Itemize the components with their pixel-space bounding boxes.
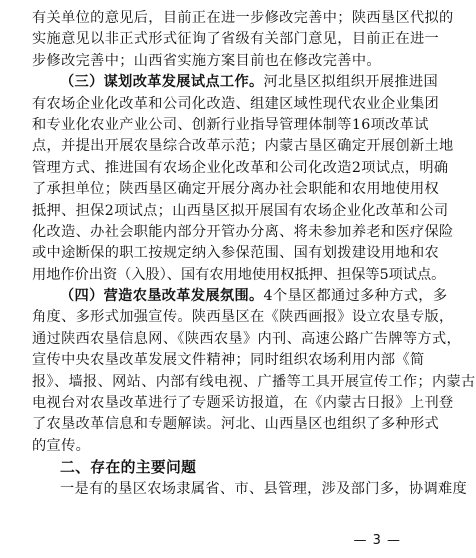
text-line: 实施意见以非正式形式征询了省级有关部门意见，目前正在进一: [32, 31, 440, 48]
paragraph-lead-line: [32, 286, 448, 307]
text-line: 和专业化农业产业公司、创新行业指导管理体制等16项改革试: [32, 116, 429, 133]
text-line: 报》、墙报、网站、内部有线电视、广播等工具开展宣传工作；内蒙古: [32, 373, 476, 390]
text-line: 角度、多形式加强宣传。陕西垦区在《陕西画报》设立农垦专版，: [32, 309, 454, 326]
text-line: 有农场企业化改革和公司化改造、组建区域性现代农业企业集团: [32, 95, 440, 112]
document-body: [32, 8, 476, 500]
text-line: 宣传中央农垦改革发展文件精神；同时组织农场利用内部《简: [32, 352, 425, 369]
section-heading: 二、存在的主要问题: [60, 459, 197, 477]
text-line: 的宣传。: [32, 437, 91, 454]
text-line: 有关单位的意见后，目前正在进一步修改完善中；陕西垦区代拟的: [32, 10, 454, 26]
text-line: 了农垦改革信息和专题解读。河北、山西垦区也组织了多种形式: [32, 416, 440, 433]
text-line: 步修改完善中；山西省实施方案目前也在修改完善中。: [32, 52, 381, 69]
text-line: 化改造、办社会职能内部分开管办分离、将未参加养老和医疗保险: [32, 223, 454, 240]
text-line: 抵押、担保2项试点；山西垦区拟开展国有农场企业化改革和公司: [32, 202, 449, 219]
paragraph-lead-line: [32, 72, 438, 93]
paragraph-heading: （三）谋划改革发展试点工作。: [60, 74, 264, 91]
text-line: 一是有的垦区农场隶属省、市、县管理，涉及部门多，协调难度: [60, 480, 468, 497]
text-line: 或中途断保的职工按规定纳入参保范围、国有划拨建设用地和农: [32, 245, 440, 262]
text-line: 了承担单位；陕西垦区确定开展分离办社会职能和农用地使用权: [32, 181, 440, 198]
text-span: 河北垦区拟组织开展推进国: [263, 74, 438, 91]
page-number: — 3 —: [353, 533, 401, 548]
paragraph-heading: （四）营造农垦改革发展氛围。: [60, 288, 264, 305]
text-line: 通过陕西农垦信息网、《陕西农垦》内刊、高速公路广告牌等方式，: [32, 330, 462, 347]
text-span: 4个垦区都通过多种方式，多: [263, 288, 448, 305]
text-line: 用地作价出资（入股）、国有农用地使用权抵押、担保等5项试点。: [32, 266, 446, 283]
text-line: 管理方式、推进国有农场企业化改革和公司化改造2项试点，明确: [32, 159, 449, 176]
text-line: 点，并提出开展农垦综合改革示范；内蒙古垦区确定开展创新土地: [32, 138, 454, 155]
text-line: 电视台对农垦改革进行了专题采访报道，在《内蒙古日报》上刊登: [32, 395, 454, 412]
